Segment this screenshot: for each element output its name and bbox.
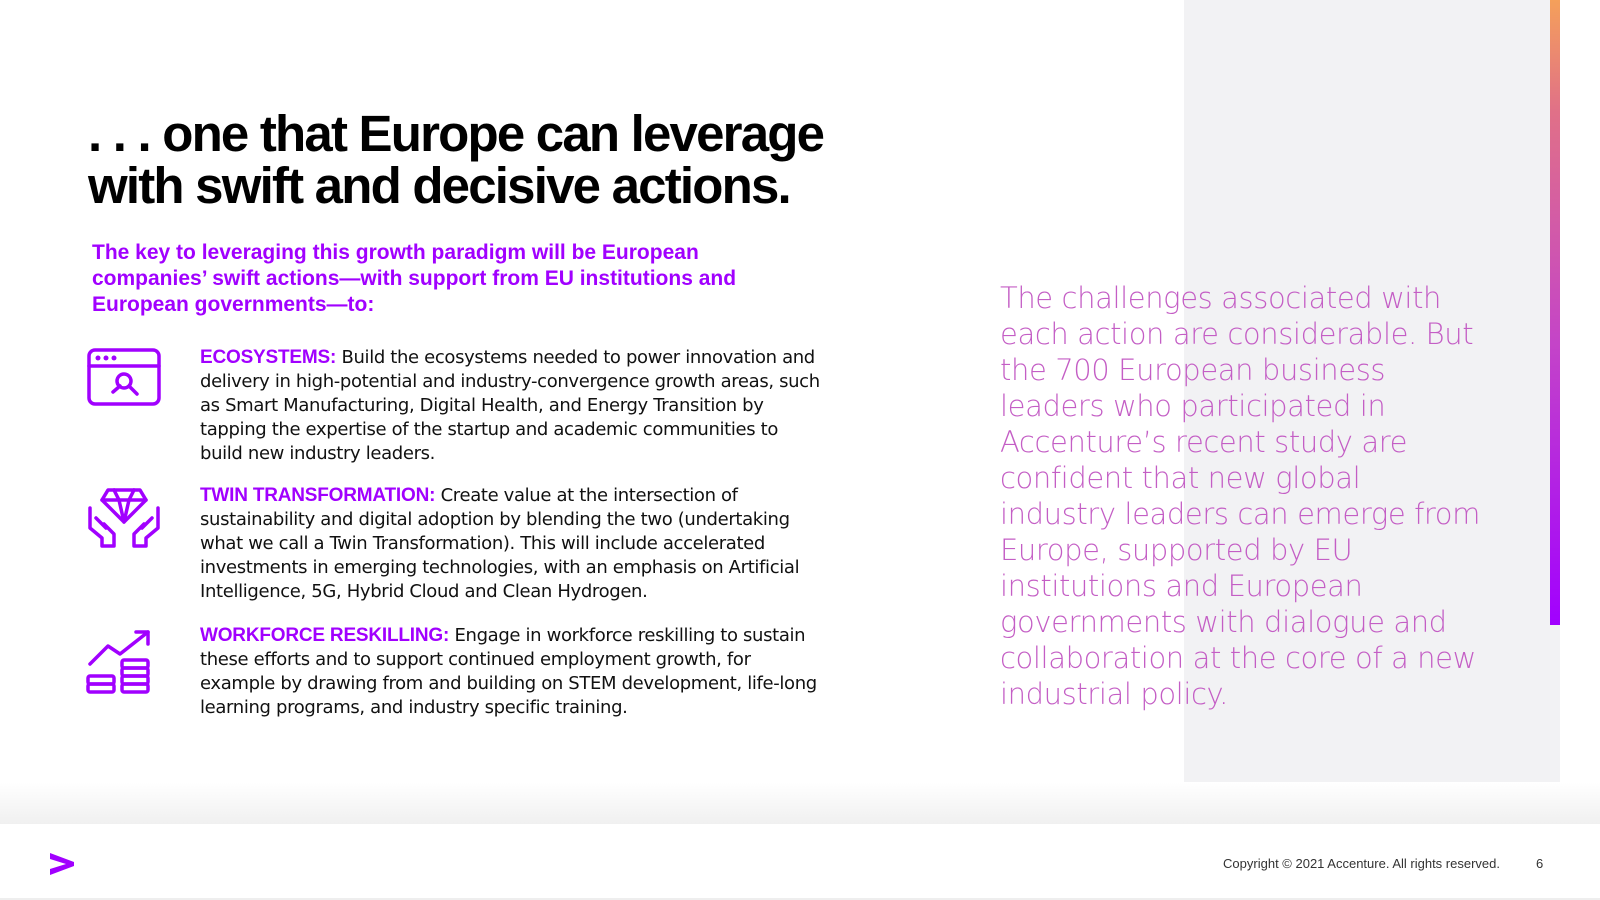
- copyright-text: Copyright © 2021 Accenture. All rights reserved.: [1223, 856, 1500, 871]
- list-item-text: Engage in workforce reskilling to sustain these efforts and to support continued employment growth, for example by drawing from and building on STEM development, life-long learning programs, and industry specific training.: [200, 625, 817, 718]
- growth-coins-icon: [84, 624, 164, 694]
- list-item-text: Create value at the intersection of sustainability and digital adoption by blending the two (undertaking what we call a Twin Transformation). This will include accelerated investments in emerging technologies, with an emphasis on Artificial Intelligence, 5G, Hybrid Cloud and Clean Hydrogen.: [200, 485, 800, 602]
- list-item-body: [200, 346, 820, 466]
- list-item-body: [200, 624, 820, 720]
- list-item-body: [200, 484, 820, 604]
- browser-wrench-icon: [84, 346, 164, 416]
- list-item-text: Build the ecosystems needed to power innovation and delivery in high-potential and industry-convergence growth areas, such as Smart Manufacturing, Digital Health, and Energy Transition by tapping the expertise of the startup and academic communities to build new industry leaders.: [200, 347, 820, 464]
- list-item-label: TWIN TRANSFORMATION:: [200, 485, 436, 506]
- list-item-label: ECOSYSTEMS:: [200, 347, 337, 368]
- gradient-accent-bar: [1550, 0, 1560, 625]
- footer-shadow: [0, 782, 1600, 824]
- intro-text: The key to leveraging this growth paradigm will be European companies’ swift actions—with support from EU institutions and European governments—to:: [92, 241, 737, 316]
- page-title: [88, 105, 888, 214]
- page-number: 6: [1536, 856, 1544, 871]
- accenture-logo-icon: [48, 850, 76, 878]
- hands-diamond-icon: [84, 484, 164, 554]
- pull-quote: The challenges associated with each action are considerable. But the 700 European business leaders who participated in Accenture’s recent study are confident that new global industry leaders can emerge from Europe, supported by EU institutions and European governments with dialogue and collaboration at the core of a new industrial policy.: [1000, 281, 1480, 711]
- page-title-line-2: with swift and decisive actions.: [88, 157, 790, 214]
- page-title-line-1: . . . one that Europe can leverage: [88, 105, 824, 162]
- list-item-label: WORKFORCE RESKILLING:: [200, 625, 450, 646]
